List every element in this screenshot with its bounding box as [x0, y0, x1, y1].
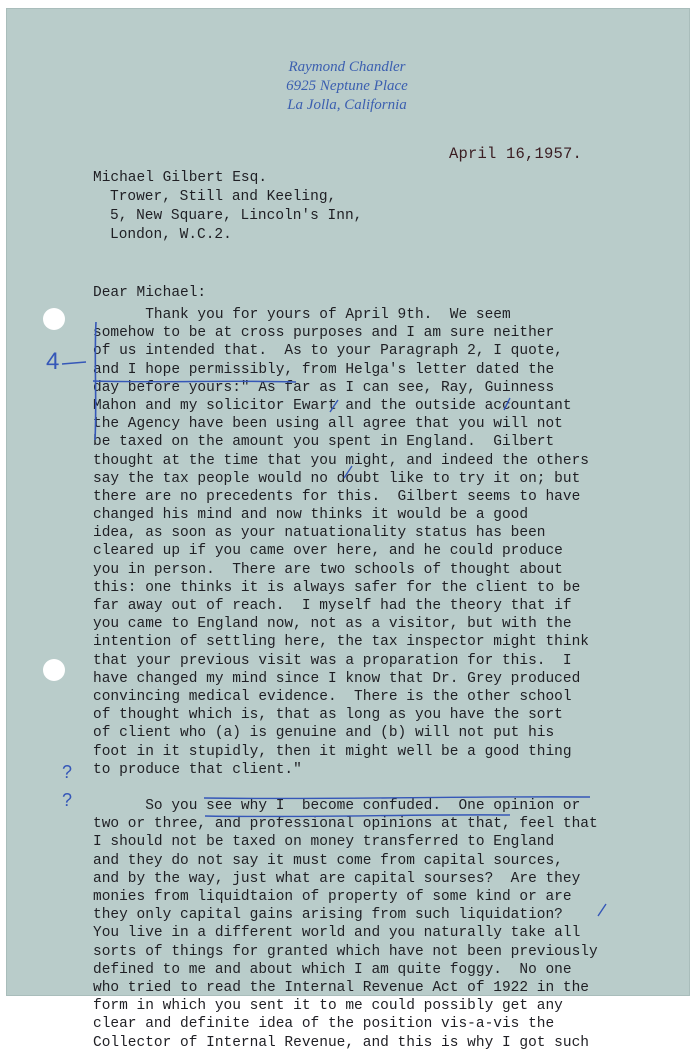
- body-line: foot in it stupidly, then it might well be a good thing: [93, 743, 572, 760]
- recipient-line: Michael Gilbert Esq.: [93, 170, 268, 186]
- margin-note-four: 4: [46, 348, 60, 375]
- recipient-line: London, W.C.2.: [110, 227, 232, 243]
- body-line: Thank you for yours of April 9th. We seem: [93, 307, 511, 323]
- body-line: say the tax people would no doubt like to try it on; but: [93, 470, 581, 487]
- body-line: Collector of Internal Revenue, and this is why I got such: [93, 1034, 589, 1051]
- body-line: idea, as soon as your natuationality status has been: [93, 525, 546, 542]
- letter-body: [93, 306, 598, 1052]
- body-line: you in person. There are two schools of thought about: [93, 561, 563, 578]
- body-line: clear and definite idea of the position vis-a-vis the: [93, 1016, 555, 1033]
- body-line: sorts of things for granted which have not been previously: [93, 943, 598, 960]
- body-line: So you see why I become confuded. One opinion or: [93, 798, 581, 815]
- body-line: and by the way, just what are capital sourses? Are they: [93, 870, 581, 887]
- recipient-address: [93, 169, 362, 245]
- body-line: you came to England now, not as a visitor, but with the: [93, 616, 572, 633]
- body-line: and I hope permissibly, from Helga's letter dated the: [93, 361, 555, 378]
- body-line: to produce that client.": [93, 761, 302, 778]
- body-line: Mahon and my solicitor Ewart and the outside accountant: [93, 397, 572, 414]
- margin-question-mark: ?: [62, 762, 73, 782]
- body-line: and they do not say it must come from capital sources,: [93, 852, 563, 869]
- body-line: form in which you sent it to me could possibly get any: [93, 998, 563, 1015]
- body-line: of us intended that. As to your Paragraph 2, I quote,: [93, 343, 563, 360]
- body-line: monies from liquidtaion of property of some kind or are: [93, 889, 572, 905]
- body-line: defined to me and about which I am quite foggy. No one: [93, 961, 572, 978]
- recipient-line: 5, New Square, Lincoln's Inn,: [110, 208, 363, 224]
- body-line: this: one thinks it is always safer for the client to be: [93, 579, 581, 596]
- letterhead: [0, 58, 694, 115]
- body-line: convincing medical evidence. There is the other school: [93, 688, 572, 705]
- body-line: thought at the time that you might, and indeed the others: [93, 452, 589, 469]
- body-line: far away out of reach. I myself had the theory that if: [93, 598, 572, 614]
- body-line: have changed my mind since I know that Dr. Grey produced: [93, 670, 581, 687]
- body-line: I should not be taxed on money transferred to England: [93, 834, 555, 851]
- body-line: You live in a different world and you naturally take all: [93, 925, 581, 942]
- body-line: there are no precedents for this. Gilbert seems to have: [93, 488, 581, 505]
- body-line: cleared up if you came over here, and he could produce: [93, 543, 563, 560]
- punch-hole-bottom: [43, 659, 65, 681]
- paragraph-gap: [93, 779, 598, 797]
- body-line: somehow to be at cross purposes and I am sure neither: [93, 325, 555, 342]
- margin-question-mark: ?: [62, 790, 73, 810]
- body-line: day before yours:" As far as I can see, Ray, Guinness: [93, 379, 555, 396]
- body-line: be taxed on the amount you spent in England. Gilbert: [93, 434, 555, 451]
- body-line: that your previous visit was a proparation for this. I: [93, 652, 572, 669]
- recipient-line: Trower, Still and Keeling,: [110, 189, 337, 205]
- letterhead-street: 6925 Neptune Place: [286, 78, 408, 94]
- punch-hole-top: [43, 308, 65, 330]
- body-line: they only capital gains arising from such liquidation?: [93, 907, 563, 924]
- letter-date: April 16,1957.: [449, 145, 583, 163]
- body-line: two or three, and professional opinions at that, feel that: [93, 816, 598, 833]
- body-line: of client who (a) is genuine and (b) will not put his: [93, 725, 555, 742]
- letterhead-name: Raymond Chandler: [288, 59, 406, 75]
- body-line: changed his mind and now thinks it would be a good: [93, 507, 529, 524]
- body-line: the Agency have been using all agree that you will not: [93, 416, 563, 433]
- salutation: Dear Michael:: [93, 285, 207, 301]
- body-line: of thought which is, that as long as you have the sort: [93, 707, 563, 724]
- body-line: intention of settling here, the tax inspector might think: [93, 634, 589, 651]
- body-line: who tried to read the Internal Revenue Act of 1922 in the: [93, 979, 589, 996]
- letterhead-city: La Jolla, California: [287, 97, 407, 113]
